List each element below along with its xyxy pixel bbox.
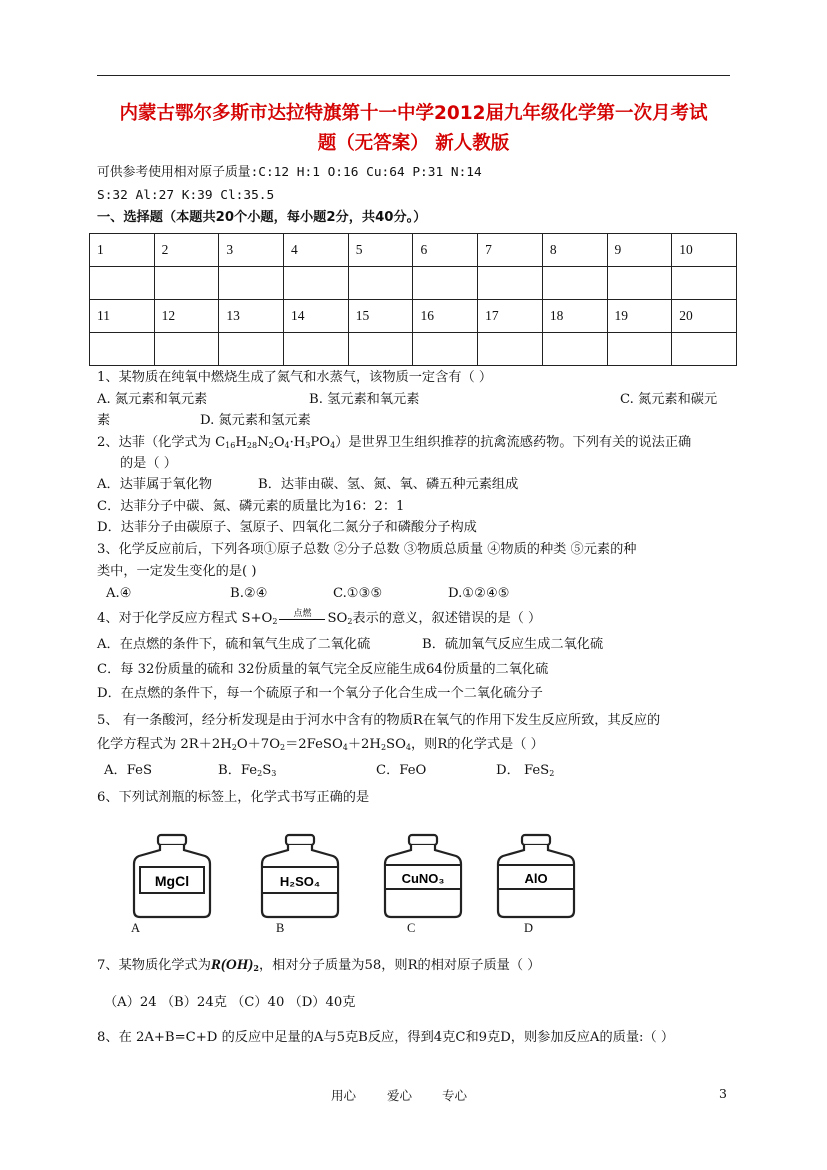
- question-1-stem: 1、某物质在纯氧中燃烧生成了氮气和水蒸气，该物质一定含有（ ）: [97, 370, 493, 385]
- answer-number-row-2: [90, 300, 737, 333]
- q1-option-d: D. 氮元素和氢元素: [200, 413, 311, 428]
- bottle-label: MgCl: [154, 873, 190, 889]
- q7-options: （A）24 （B）24克 （C）40 （D）40克: [104, 995, 356, 1010]
- q5-option-a: A．FeS: [104, 763, 152, 778]
- bottle-icon: [381, 833, 469, 919]
- reagent-bottle-d: [494, 833, 582, 919]
- reaction-condition: 点燃: [279, 610, 325, 620]
- question-5-stem-cont: 化学方程式为 $2R+2H_2O+7O_2=2FeSO_4+2H_2SO_4$，则R的化学式是（ ）: [97, 737, 544, 752]
- answer-cell[interactable]: [219, 267, 284, 300]
- answer-number: 8: [542, 234, 607, 267]
- q5-option-d: D． FeS$_2$: [496, 763, 555, 778]
- answer-number: 19: [607, 300, 672, 333]
- answer-number: 3: [219, 234, 284, 267]
- title-line-1: 内蒙古鄂尔多斯市达拉特旗第十一中学2012届九年级化学第一次月考试: [119, 103, 708, 124]
- answer-cell[interactable]: [413, 333, 478, 366]
- bottle-caption-b: B: [276, 921, 285, 935]
- formula: R(OH): [210, 957, 254, 973]
- question-2-stem-cont: 的是（ ）: [120, 456, 177, 471]
- footer-text-1: 用心: [331, 1088, 357, 1103]
- answer-cell[interactable]: [284, 333, 349, 366]
- answer-number-row-1: [90, 234, 737, 267]
- bottle-caption-d: D: [524, 921, 534, 935]
- answer-cell[interactable]: [478, 267, 543, 300]
- question-6-stem: 6、下列试剂瓶的标签上，化学式书写正确的是: [97, 790, 370, 805]
- q3-option-b: B.②④: [230, 586, 268, 601]
- bottle-icon: [494, 833, 582, 919]
- q5-option-b: B．$Fe_2S_3$: [218, 763, 277, 778]
- answer-table: [89, 233, 737, 366]
- q5-option-c: C．FeO: [376, 763, 427, 778]
- question-7-stem: 7、某物质化学式为$R(OH)_2$，相对分子质量为58，则R的相对原子质量（ ）: [97, 957, 541, 973]
- bottle-label: H₂SO₄: [279, 874, 321, 889]
- q3-option-c: C.①③⑤: [333, 586, 383, 601]
- answer-cell[interactable]: [672, 267, 737, 300]
- q4-option-c: C．每 32份质量的硫和 32份质量的氧气完全反应能生成64份质量的二氧化硫: [97, 662, 549, 677]
- q2-option-c: C．达菲分子中碳、氮、磷元素的质量比为16：2：1: [97, 499, 405, 514]
- q4-option-a: A．在点燃的条件下，硫和氧气生成了二氧化硫: [97, 637, 371, 652]
- answer-cell[interactable]: [542, 333, 607, 366]
- answer-number: 17: [478, 300, 543, 333]
- answer-cell[interactable]: [154, 333, 219, 366]
- answer-cell[interactable]: [154, 267, 219, 300]
- q2-option-d: D．达菲分子由碳原子、氢原子、四氧化二氮分子和磷酸分子构成: [97, 520, 477, 535]
- answer-cell[interactable]: [413, 267, 478, 300]
- answer-blank-row-2: [90, 333, 737, 366]
- question-3-stem: 3、化学反应前后，下列各项①原子总数 ②分子总数 ③物质总质量 ④物质的种类 ⑤元素的种: [97, 542, 637, 557]
- answer-number: 18: [542, 300, 607, 333]
- atomic-mass-line-1: 可供参考使用相对原子质量:C:12 H:1 O:16 Cu:64 P:31 N:14: [97, 165, 482, 180]
- q1-option-c-cont: 素: [97, 413, 111, 428]
- answer-cell[interactable]: [542, 267, 607, 300]
- reagent-bottle-c: [381, 833, 469, 919]
- q3-option-d: D.①②④⑤: [448, 586, 510, 601]
- footer-text-3: 专心: [442, 1088, 468, 1103]
- answer-number: 7: [478, 234, 543, 267]
- answer-number: 5: [348, 234, 413, 267]
- question-4-stem: 4、对于化学反应方程式 $S+O_2$点燃 $SO_2$表示的意义，叙述错误的是（ ）: [97, 609, 542, 626]
- atomic-mass-line-2: S:32 Al:27 K:39 Cl:35.5: [97, 188, 275, 203]
- answer-cell[interactable]: [219, 333, 284, 366]
- answer-cell[interactable]: [607, 267, 672, 300]
- answer-blank-row-1: [90, 267, 737, 300]
- answer-cell[interactable]: [478, 333, 543, 366]
- reagent-bottle-a: [130, 833, 218, 919]
- q1-option-a: A. 氮元素和氧元素: [97, 392, 208, 407]
- bottle-caption-c: C: [407, 921, 416, 935]
- section-heading: 一、选择题（本题共20个小题，每小题2分，共40分。）: [97, 210, 427, 225]
- q1-option-c: C. 氮元素和碳元: [620, 392, 718, 407]
- answer-number: 13: [219, 300, 284, 333]
- answer-cell[interactable]: [348, 267, 413, 300]
- answer-cell[interactable]: [672, 333, 737, 366]
- answer-number: 10: [672, 234, 737, 267]
- question-5-stem: 5、 有一条酸河，经分析发现是由于河水中含有的物质R在氧气的作用下发生反应所致，其反应的: [97, 713, 661, 728]
- q2-option-a: A．达菲属于氧化物: [97, 477, 213, 492]
- question-2-stem: 2、达菲（化学式为 $C_{16}H_{28}N_2O_4\cdot H_3PO_4$）是世界卫生组织推荐的抗禽流感药物。下列有关的说法正确: [97, 435, 692, 450]
- answer-number: 12: [154, 300, 219, 333]
- answer-cell[interactable]: [284, 267, 349, 300]
- answer-number: 2: [154, 234, 219, 267]
- answer-number: 6: [413, 234, 478, 267]
- answer-cell[interactable]: [90, 267, 155, 300]
- answer-number: 15: [348, 300, 413, 333]
- q4-option-b: B．硫加氧气反应生成二氧化硫: [422, 637, 604, 652]
- q4-option-d: D．在点燃的条件下，每一个硫原子和一个氧分子化合生成一个二氧化硫分子: [97, 686, 543, 701]
- bottle-icon: [130, 833, 218, 919]
- answer-number: 11: [90, 300, 155, 333]
- answer-number: 9: [607, 234, 672, 267]
- answer-number: 4: [284, 234, 349, 267]
- answer-number: 14: [284, 300, 349, 333]
- bottle-label: AlO: [524, 871, 548, 886]
- bottle-label: CuNO₃: [401, 871, 445, 886]
- q1-option-b: B. 氢元素和氧元素: [309, 392, 420, 407]
- answer-cell[interactable]: [348, 333, 413, 366]
- answer-cell[interactable]: [90, 333, 155, 366]
- reagent-bottle-b: [258, 833, 346, 919]
- answer-number: 20: [672, 300, 737, 333]
- question-3-stem-cont: 类中，一定发生变化的是( ): [97, 564, 257, 579]
- answer-number: 1: [90, 234, 155, 267]
- title-line-2: 题（无答案） 新人教版: [317, 133, 510, 154]
- footer-text-2: 爱心: [387, 1088, 413, 1103]
- question-8-stem: 8、在 2A+B=C+D 的反应中足量的A与5克B反应，得到4克C和9克D，则参加反应A的质量:（ ）: [97, 1030, 675, 1045]
- page-number: 3: [719, 1086, 727, 1101]
- answer-cell[interactable]: [607, 333, 672, 366]
- header-rule: [97, 75, 730, 76]
- answer-number: 16: [413, 300, 478, 333]
- bottle-caption-a: A: [131, 921, 141, 935]
- q3-option-a: A.④: [106, 586, 132, 601]
- q2-option-b: B．达菲由碳、氢、氮、氧、磷五种元素组成: [258, 477, 519, 492]
- bottle-icon: [258, 833, 346, 919]
